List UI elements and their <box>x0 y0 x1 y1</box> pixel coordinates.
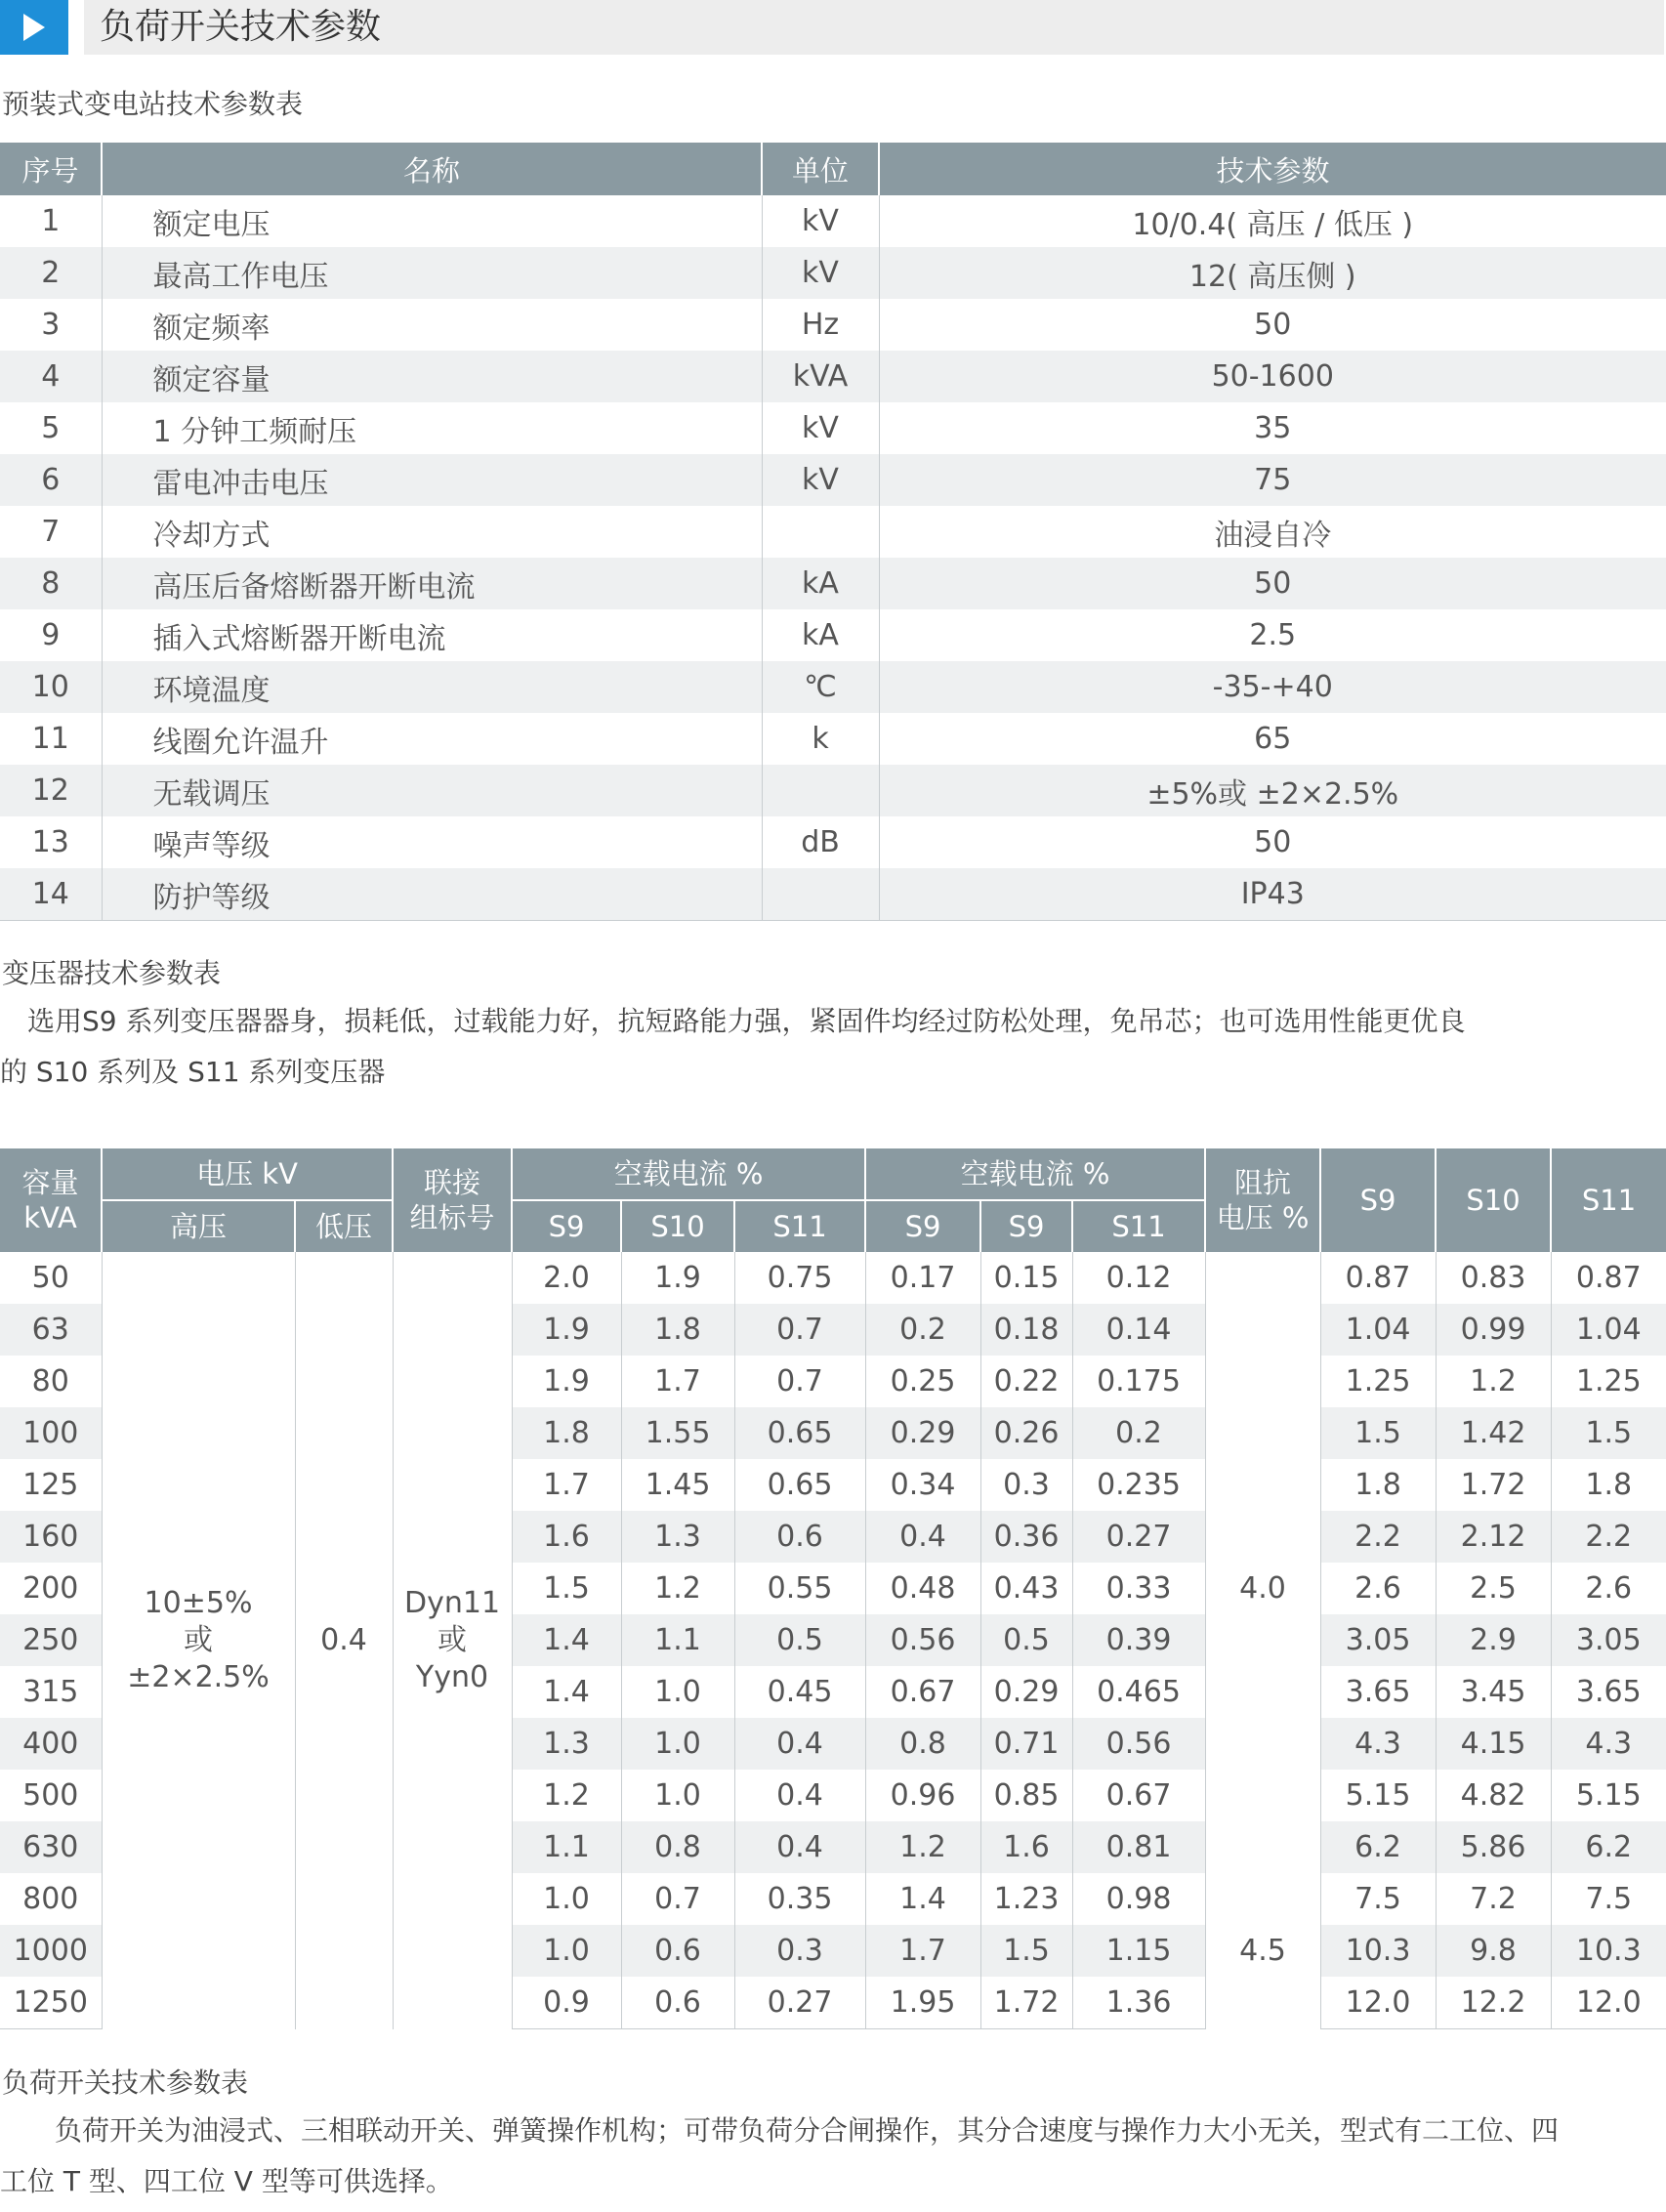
cell-loss-value: 3.05 <box>1320 1614 1436 1666</box>
cell-unit: kA <box>762 609 879 661</box>
cell-loss-value: 1.25 <box>1320 1356 1436 1407</box>
cell-loss-value: 2.6 <box>1551 1563 1666 1614</box>
cell-loss-value: 1.04 <box>1551 1304 1666 1356</box>
cell-noload-current: 0.33 <box>1072 1563 1205 1614</box>
col-header-noload-current-2: 空载电流 % <box>865 1148 1205 1200</box>
col-subheader-s11-a: S11 <box>734 1200 865 1252</box>
cell-noload-current: 0.4 <box>734 1821 865 1873</box>
cell-noload-current: 1.0 <box>621 1666 734 1718</box>
cell-noload-current: 1.55 <box>621 1407 734 1459</box>
cell-index: 12 <box>0 765 102 816</box>
page-title: 负荷开关技术参数 <box>100 7 382 47</box>
cell-value: 75 <box>879 454 1666 506</box>
table-row <box>0 402 1666 454</box>
cell-loss-value: 1.72 <box>1436 1459 1551 1511</box>
cell-noload-current: 0.17 <box>865 1252 980 1304</box>
cell-name: 冷却方式 <box>102 506 762 558</box>
cell-index: 2 <box>0 247 102 299</box>
cell-index: 5 <box>41 411 61 445</box>
cell-noload-current: 1.8 <box>621 1304 734 1356</box>
cell-unit: kV <box>762 454 879 506</box>
cell-capacity: 1250 <box>0 1977 102 2029</box>
cell-name: 环境温度 <box>102 661 762 713</box>
cell-loss-value: 2.2 <box>1320 1511 1436 1563</box>
cell-noload-current: 0.6 <box>621 1977 734 2029</box>
cell-noload-current: 1.5 <box>980 1925 1072 1977</box>
cell-loss-value: 0.87 <box>1320 1252 1436 1304</box>
substation-params-table <box>0 143 1666 921</box>
cell-loss-value: 0.87 <box>1551 1252 1666 1304</box>
cell-name: 1 分钟工频耐压 <box>102 402 762 454</box>
cell-loss-value: 2.5 <box>1436 1563 1551 1614</box>
cell-unit: kV <box>762 247 879 299</box>
cell-loss-value: 1.8 <box>1320 1459 1436 1511</box>
cell-loss-value: 3.65 <box>1551 1666 1666 1718</box>
cell-noload-current: 0.71 <box>980 1718 1072 1770</box>
cell-noload-current: 0.14 <box>1072 1304 1205 1356</box>
cell-impedance-group2: 4.5 <box>1205 1925 1320 2029</box>
cell-noload-current: 0.15 <box>980 1252 1072 1304</box>
cell-index: 3 <box>41 308 61 342</box>
cell-noload-current: 0.67 <box>865 1666 980 1718</box>
col-header-unit: 单位 <box>762 143 879 195</box>
cell-loss-value: 5.15 <box>1551 1770 1666 1821</box>
cell-value: 12( 高压侧 ) <box>879 247 1666 299</box>
cell-noload-current: 0.5 <box>734 1614 865 1666</box>
cell-noload-current: 0.65 <box>734 1459 865 1511</box>
cell-noload-current: 0.29 <box>980 1666 1072 1718</box>
cell-loss-value: 2.12 <box>1436 1511 1551 1563</box>
cell-noload-current: 1.0 <box>621 1770 734 1821</box>
cell-loss-value: 3.05 <box>1551 1614 1666 1666</box>
cell-noload-current: 1.7 <box>621 1356 734 1407</box>
cell-noload-current: 0.85 <box>980 1770 1072 1821</box>
cell-noload-current: 0.6 <box>734 1511 865 1563</box>
cell-index: 8 <box>0 558 102 609</box>
cell-value: 65 <box>879 713 1666 765</box>
cell-noload-current: 0.35 <box>734 1873 865 1925</box>
cell-merged-low: 0.4 <box>295 1252 393 2029</box>
col-header-s11: S11 <box>1551 1148 1666 1252</box>
col-subheader-s10-a: S10 <box>621 1200 734 1252</box>
cell-noload-current: 0.8 <box>621 1821 734 1873</box>
cell-loss-value: 3.45 <box>1436 1666 1551 1718</box>
cell-value: -35-+40 <box>879 661 1666 713</box>
table-row <box>0 351 1666 402</box>
cell-unit <box>762 765 879 816</box>
cell-unit: kVA <box>762 351 879 402</box>
table-row <box>0 713 1666 765</box>
cell-noload-current: 1.3 <box>621 1511 734 1563</box>
cell-noload-current: 0.45 <box>734 1666 865 1718</box>
cell-name: 线圈允许温升 <box>102 713 762 765</box>
cell-loss-value: 12.0 <box>1551 1977 1666 2029</box>
cell-name: 最高工作电压 <box>102 247 762 299</box>
cell-capacity: 50 <box>31 1261 69 1295</box>
col-header-capacity: 容量 kVA <box>0 1148 102 1252</box>
cell-loss-value: 5.86 <box>1436 1821 1551 1873</box>
cell-noload-current: 1.6 <box>512 1511 621 1563</box>
section-header <box>0 0 1666 55</box>
col-header-low-voltage: 低压 <box>295 1200 393 1252</box>
cell-noload-current: 1.3 <box>512 1718 621 1770</box>
table-row <box>0 506 1666 558</box>
cell-loss-value: 10.3 <box>1551 1925 1666 1977</box>
table-row <box>0 1252 1666 1304</box>
cell-index: 4 <box>0 351 102 402</box>
section2-paragraph-line2: 的 S10 系列及 S11 系列变压器 <box>0 1056 386 1088</box>
cell-impedance-group1: 4.0 <box>1205 1252 1320 1925</box>
cell-noload-current: 0.81 <box>1072 1821 1205 1873</box>
cell-noload-current: 0.27 <box>1072 1511 1205 1563</box>
table-row <box>0 765 1666 816</box>
cell-unit: ℃ <box>762 661 879 713</box>
table-row <box>0 454 1666 506</box>
cell-noload-current: 2.0 <box>512 1252 621 1304</box>
cell-noload-current: 1.72 <box>980 1977 1072 2029</box>
cell-name: 额定容量 <box>102 351 762 402</box>
cell-name: 额定电压 <box>102 195 762 247</box>
cell-unit: kV <box>762 402 879 454</box>
cell-value: 油浸自冷 <box>879 506 1666 558</box>
cell-noload-current: 0.4 <box>734 1718 865 1770</box>
cell-value: IP43 <box>879 868 1666 921</box>
cell-name: 无载调压 <box>102 765 762 816</box>
cell-loss-value: 4.82 <box>1436 1770 1551 1821</box>
cell-noload-current: 0.18 <box>980 1304 1072 1356</box>
cell-capacity: 630 <box>0 1821 102 1873</box>
cell-index: 6 <box>0 454 102 506</box>
cell-unit: kA <box>762 558 879 609</box>
cell-capacity: 200 <box>22 1571 79 1606</box>
cell-noload-current: 0.2 <box>1072 1407 1205 1459</box>
cell-loss-value: 5.15 <box>1320 1770 1436 1821</box>
cell-noload-current: 0.39 <box>1072 1614 1205 1666</box>
cell-loss-value: 1.5 <box>1551 1407 1666 1459</box>
cell-noload-current: 0.12 <box>1072 1252 1205 1304</box>
cell-value: 50 <box>879 558 1666 609</box>
cell-noload-current: 0.67 <box>1072 1770 1205 1821</box>
cell-loss-value: 12.0 <box>1320 1977 1436 2029</box>
cell-noload-current: 0.29 <box>865 1407 980 1459</box>
table1-title: 预装式变电站技术参数表 <box>2 88 304 120</box>
cell-loss-value: 4.3 <box>1551 1718 1666 1770</box>
table-row <box>0 558 1666 609</box>
col-header-high-voltage: 高压 <box>102 1200 295 1252</box>
cell-noload-current: 1.7 <box>512 1459 621 1511</box>
cell-noload-current: 1.4 <box>865 1873 980 1925</box>
cell-index: 10 <box>0 661 102 713</box>
cell-value: ±5%或 ±2×2.5% <box>879 765 1666 816</box>
cell-unit: kV <box>762 195 879 247</box>
cell-loss-value: 1.5 <box>1320 1407 1436 1459</box>
cell-noload-current: 0.7 <box>734 1304 865 1356</box>
cell-loss-value: 0.83 <box>1436 1252 1551 1304</box>
cell-noload-current: 0.98 <box>1072 1873 1205 1925</box>
cell-unit <box>762 868 879 921</box>
cell-noload-current: 1.8 <box>512 1407 621 1459</box>
cell-noload-current: 0.3 <box>734 1925 865 1977</box>
cell-value: 35 <box>879 402 1666 454</box>
col-subheader-s11-b: S11 <box>1072 1200 1205 1252</box>
table2-header-row1 <box>0 1148 1666 1200</box>
cell-noload-current: 0.3 <box>980 1459 1072 1511</box>
col-header-value: 技术参数 <box>879 143 1666 195</box>
cell-loss-value: 12.2 <box>1436 1977 1551 2029</box>
cell-index: 14 <box>0 868 102 921</box>
cell-name: 雷电冲击电压 <box>102 454 762 506</box>
col-subheader-s9-b: S9 <box>865 1200 980 1252</box>
cell-noload-current: 1.95 <box>865 1977 980 2029</box>
cell-capacity: 500 <box>22 1778 79 1813</box>
cell-noload-current: 0.26 <box>980 1407 1072 1459</box>
cell-noload-current: 1.0 <box>512 1925 621 1977</box>
play-arrow-icon <box>0 0 68 55</box>
col-subheader-s9-a: S9 <box>512 1200 621 1252</box>
col-header-noload-current-1: 空载电流 % <box>512 1148 865 1200</box>
cell-loss-value: 6.2 <box>1551 1821 1666 1873</box>
cell-capacity: 1000 <box>0 1925 102 1977</box>
cell-capacity: 250 <box>0 1614 102 1666</box>
table-row <box>0 195 1666 247</box>
cell-loss-value: 4.3 <box>1320 1718 1436 1770</box>
cell-loss-value: 1.2 <box>1436 1356 1551 1407</box>
table-header-row <box>0 143 1666 195</box>
cell-loss-value: 2.2 <box>1551 1511 1666 1563</box>
cell-loss-value: 1.25 <box>1551 1356 1666 1407</box>
cell-unit <box>762 506 879 558</box>
cell-noload-current: 0.22 <box>980 1356 1072 1407</box>
cell-noload-current: 0.235 <box>1072 1459 1205 1511</box>
cell-index: 11 <box>31 722 69 756</box>
cell-merged-group: Dyn11 或 Yyn0 <box>393 1252 512 2029</box>
cell-capacity: 63 <box>0 1304 102 1356</box>
col-header-impedance: 阻抗 电压 % <box>1205 1148 1320 1252</box>
cell-loss-value: 1.04 <box>1320 1304 1436 1356</box>
cell-noload-current: 1.15 <box>1072 1925 1205 1977</box>
cell-loss-value: 10.3 <box>1320 1925 1436 1977</box>
cell-noload-current: 0.6 <box>621 1925 734 1977</box>
col-header-name: 名称 <box>102 143 762 195</box>
cell-loss-value: 1.42 <box>1436 1407 1551 1459</box>
cell-unit: k <box>762 713 879 765</box>
cell-noload-current: 1.1 <box>512 1821 621 1873</box>
cell-loss-value: 4.15 <box>1436 1718 1551 1770</box>
cell-value: 50-1600 <box>879 351 1666 402</box>
cell-capacity: 160 <box>0 1511 102 1563</box>
cell-noload-current: 0.9 <box>512 1977 621 2029</box>
cell-noload-current: 0.4 <box>734 1770 865 1821</box>
cell-value: 50 <box>879 299 1666 351</box>
cell-noload-current: 1.4 <box>512 1666 621 1718</box>
col-header-voltage: 电压 kV <box>102 1148 393 1200</box>
cell-noload-current: 0.75 <box>734 1252 865 1304</box>
cell-index: 7 <box>41 515 61 549</box>
cell-loss-value: 7.2 <box>1436 1873 1551 1925</box>
col-header-s9: S9 <box>1320 1148 1436 1252</box>
cell-noload-current: 0.465 <box>1072 1666 1205 1718</box>
cell-noload-current: 0.55 <box>734 1563 865 1614</box>
table-row <box>0 247 1666 299</box>
cell-capacity: 80 <box>31 1364 69 1398</box>
table-row <box>0 816 1666 868</box>
table-row <box>0 609 1666 661</box>
cell-noload-current: 0.2 <box>865 1304 980 1356</box>
cell-value: 10/0.4( 高压 / 低压 ) <box>879 195 1666 247</box>
cell-index: 13 <box>31 825 69 859</box>
cell-noload-current: 1.2 <box>621 1563 734 1614</box>
cell-index: 9 <box>41 618 61 652</box>
cell-noload-current: 1.2 <box>865 1821 980 1873</box>
cell-loss-value: 7.5 <box>1551 1873 1666 1925</box>
cell-noload-current: 1.9 <box>621 1252 734 1304</box>
cell-noload-current: 1.1 <box>621 1614 734 1666</box>
cell-noload-current: 0.65 <box>734 1407 865 1459</box>
cell-loss-value: 7.5 <box>1320 1873 1436 1925</box>
cell-noload-current: 1.45 <box>621 1459 734 1511</box>
cell-noload-current: 1.36 <box>1072 1977 1205 2029</box>
cell-noload-current: 0.5 <box>980 1614 1072 1666</box>
cell-loss-value: 2.9 <box>1436 1614 1551 1666</box>
cell-noload-current: 1.23 <box>980 1873 1072 1925</box>
cell-noload-current: 1.0 <box>512 1873 621 1925</box>
cell-noload-current: 1.0 <box>621 1718 734 1770</box>
cell-noload-current: 1.7 <box>865 1925 980 1977</box>
cell-loss-value: 0.99 <box>1436 1304 1551 1356</box>
cell-noload-current: 0.4 <box>865 1511 980 1563</box>
cell-noload-current: 0.96 <box>865 1770 980 1821</box>
cell-noload-current: 1.4 <box>512 1614 621 1666</box>
cell-noload-current: 0.43 <box>980 1563 1072 1614</box>
transformer-params-table <box>0 1148 1666 2029</box>
section2-title: 变压器技术参数表 <box>2 957 222 989</box>
cell-noload-current: 0.34 <box>865 1459 980 1511</box>
cell-noload-current: 1.9 <box>512 1304 621 1356</box>
cell-name: 插入式熔断器开断电流 <box>102 609 762 661</box>
cell-noload-current: 0.56 <box>865 1614 980 1666</box>
cell-capacity: 125 <box>22 1468 79 1502</box>
table-row <box>0 868 1666 921</box>
cell-noload-current: 0.7 <box>734 1356 865 1407</box>
cell-loss-value: 2.6 <box>1320 1563 1436 1614</box>
col-header-group: 联接 组标号 <box>393 1148 512 1252</box>
cell-noload-current: 0.8 <box>865 1718 980 1770</box>
table-row <box>0 299 1666 351</box>
cell-unit: dB <box>762 816 879 868</box>
cell-name: 防护等级 <box>102 868 762 921</box>
cell-capacity: 100 <box>0 1407 102 1459</box>
cell-index: 1 <box>41 204 61 238</box>
section3-title: 负荷开关技术参数表 <box>2 2066 249 2099</box>
cell-capacity: 400 <box>0 1718 102 1770</box>
cell-unit: Hz <box>762 299 879 351</box>
cell-noload-current: 0.7 <box>621 1873 734 1925</box>
cell-noload-current: 0.56 <box>1072 1718 1205 1770</box>
col-subheader-s9-c: S9 <box>980 1200 1072 1252</box>
cell-loss-value: 3.65 <box>1320 1666 1436 1718</box>
table-row <box>0 661 1666 713</box>
cell-loss-value: 1.8 <box>1551 1459 1666 1511</box>
section2-paragraph-line1: 选用S9 系列变压器器身，损耗低，过载能力好，抗短路能力强，紧固件均经过防松处理，免吊芯；也可选用性能更优良 <box>0 1005 1466 1037</box>
cell-capacity: 315 <box>22 1675 79 1709</box>
cell-name: 高压后备熔断器开断电流 <box>102 558 762 609</box>
cell-name: 噪声等级 <box>102 816 762 868</box>
cell-capacity: 800 <box>22 1882 79 1916</box>
col-header-index: 序号 <box>0 143 102 195</box>
cell-noload-current: 1.9 <box>512 1356 621 1407</box>
cell-noload-current: 0.36 <box>980 1511 1072 1563</box>
cell-noload-current: 0.48 <box>865 1563 980 1614</box>
cell-noload-current: 0.27 <box>734 1977 865 2029</box>
cell-loss-value: 6.2 <box>1320 1821 1436 1873</box>
cell-value: 50 <box>879 816 1666 868</box>
cell-noload-current: 0.25 <box>865 1356 980 1407</box>
cell-noload-current: 0.175 <box>1072 1356 1205 1407</box>
section3-paragraph-line2: 工位 T 型、四工位 V 型等可供选择。 <box>0 2165 453 2197</box>
cell-noload-current: 1.6 <box>980 1821 1072 1873</box>
cell-merged-high: 10±5% 或 ±2×2.5% <box>102 1252 295 2029</box>
cell-value: 2.5 <box>879 609 1666 661</box>
cell-name: 额定频率 <box>102 299 762 351</box>
cell-noload-current: 1.5 <box>512 1563 621 1614</box>
cell-noload-current: 1.2 <box>512 1770 621 1821</box>
cell-loss-value: 9.8 <box>1436 1925 1551 1977</box>
section3-paragraph-line1: 负荷开关为油浸式、三相联动开关、弹簧操作机构；可带负荷分合闸操作，其分合速度与操作力大小无关，型式有二工位、四 <box>0 2114 1560 2147</box>
col-header-s10: S10 <box>1436 1148 1551 1252</box>
